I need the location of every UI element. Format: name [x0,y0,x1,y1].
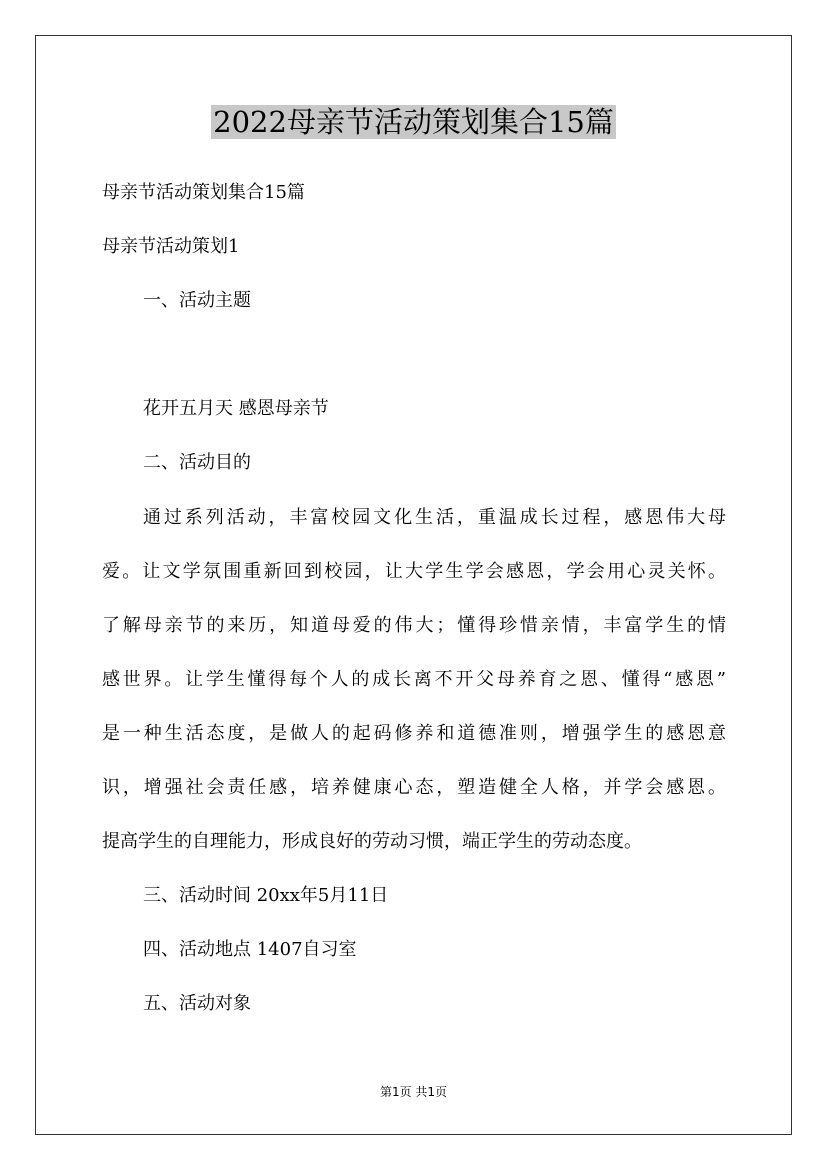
section-title: 母亲节活动策划1 [102,236,240,257]
purpose-line: 通过系列活动，丰富校园文化生活，重温成长过程，感恩伟大母 [143,507,726,528]
purpose-line: 提高学生的自理能力，形成良好的劳动习惯，端正学生的劳动态度。 [102,831,642,852]
page-number-label: 第1页 共1页 [379,1085,448,1099]
purpose-line: 识，增强社会责任感，培养健康心态，塑造健全人格，并学会感恩。 [102,777,726,798]
heading-activity-theme: 一、活动主题 [143,290,251,311]
activity-theme-text: 花开五月天 感恩母亲节 [143,398,329,419]
purpose-line: 是一种生活态度，是做人的起码修养和道德准则，增强学生的感恩意 [102,723,726,744]
heading-activity-purpose: 二、活动目的 [143,452,251,473]
heading-activity-location: 四、活动地点 1407自习室 [143,939,357,960]
heading-activity-time: 三、活动时间 20xx年5月11日 [143,885,389,906]
document-title-text: 2022母亲节活动策划集合15篇 [213,105,614,139]
purpose-line: 爱。让文学氛围重新回到校园，让大学生学会感恩，学会用心灵关怀。 [102,561,726,582]
purpose-line: 感世界。让学生懂得每个人的成长离不开父母养育之恩、懂得“感恩” [102,669,726,690]
page-footer [0,1084,827,1100]
heading-activity-audience: 五、活动对象 [143,993,251,1014]
document-title [0,101,827,143]
purpose-line: 了解母亲节的来历，知道母爱的伟大；懂得珍惜亲情，丰富学生的情 [102,615,726,636]
document-subtitle: 母亲节活动策划集合15篇 [102,182,305,203]
